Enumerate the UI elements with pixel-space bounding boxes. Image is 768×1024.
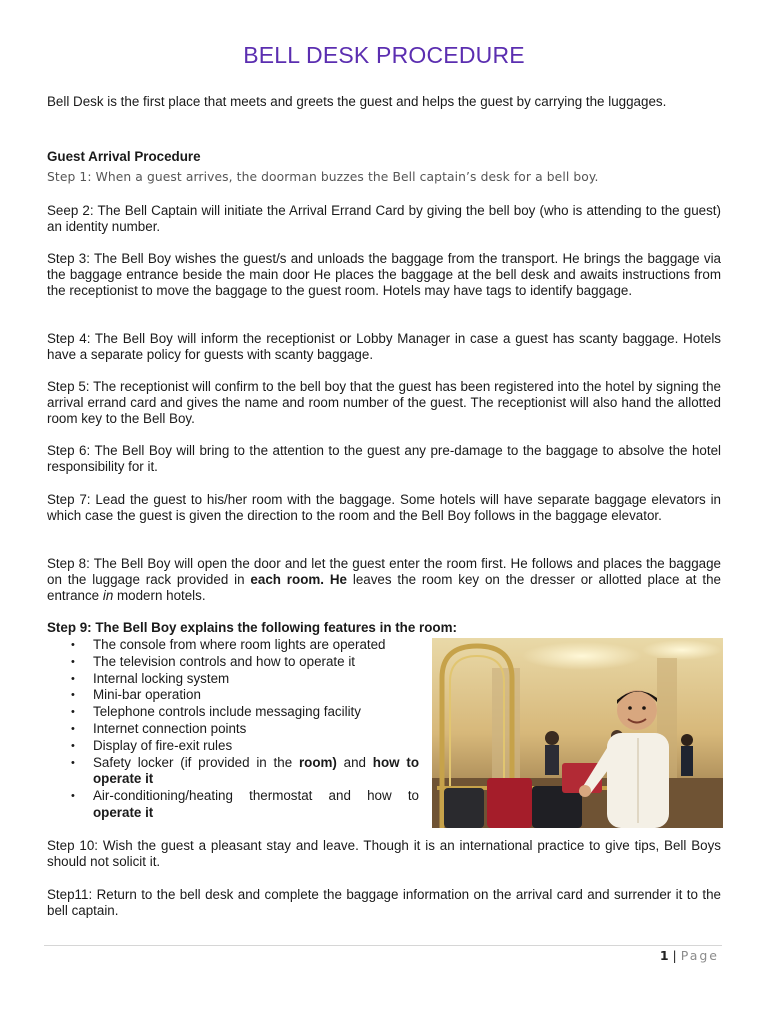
step-8-bold: each room. He <box>250 572 347 588</box>
bullet-icon: • <box>71 739 75 752</box>
list-item: • Display of fire-exit rules <box>71 737 233 753</box>
step-4: Step 4: The Bell Boy will inform the receptionist or Lobby Manager in case a guest has scanty baggage. Hotels have a separate policy for guests with scanty baggage. <box>47 331 721 363</box>
guest-arrival-heading: Guest Arrival Procedure <box>47 149 201 164</box>
list-item: • The television controls and how to operate it <box>71 653 356 669</box>
list-item-air-conditioning: • Air-conditioning/heating thermostat and how to operate it <box>71 788 419 820</box>
step-5: Step 5: The receptionist will confirm to the bell boy that the guest has been registered into the hotel by signing the arrival errand card and gives the name and room number of the guest. The receptionist will also hand the allotted room key to the Bell Boy. <box>47 379 721 427</box>
step-6: Step 6: The Bell Boy will bring to the attention to the guest any pre-damage to the baggage to absolve the hotel responsibility for it. <box>47 443 721 475</box>
step-7: Step 7: Lead the guest to his/her room with the baggage. Some hotels will have separate baggage elevators in which case the guest is given the direction to the room and the Bell Boy follows in the baggage elevator. <box>47 492 721 524</box>
intro-paragraph: Bell Desk is the first place that meets and greets the guest and helps the guest by carrying the luggages. <box>47 94 667 109</box>
bullet-icon: • <box>71 689 75 702</box>
step-11: Step11: Return to the bell desk and complete the baggage information on the arrival card and surrender it to the bell captain. <box>47 887 721 919</box>
step-8 <box>47 556 721 605</box>
step-9-heading: Step 9: The Bell Boy explains the following features in the room: <box>47 620 457 635</box>
list-item-safety-locker: • Safety locker (if provided in the room) and how to operate it <box>71 754 419 787</box>
footer-separator: | <box>672 948 677 963</box>
page-footer <box>0 948 719 963</box>
bullet-icon: • <box>71 706 75 719</box>
page-label: Page <box>680 948 719 963</box>
features-list <box>47 637 419 822</box>
list-item: • The console from where room lights are operated <box>71 637 386 652</box>
page-number: 1 <box>659 948 669 963</box>
step-8-italic: in <box>102 588 114 604</box>
bullet-icon: • <box>71 756 75 769</box>
footer-divider <box>44 945 722 946</box>
bullet-icon: • <box>71 655 75 668</box>
step-8-text-1: Step 8: The Bell Boy will open the door and let the guest enter the room first. He follows and places the baggage on the luggage rack provided in <box>47 556 721 588</box>
bullet-icon: • <box>71 639 75 651</box>
step-1: Step 1: When a guest arrives, the doorman buzzes the Bell captain’s desk for a bell boy. <box>47 170 599 184</box>
step-8-text-2: leaves the room key on the dresser or allotted place at the entrance <box>47 572 722 604</box>
page-title: BELL DESK PROCEDURE <box>243 42 525 68</box>
bullet-icon: • <box>71 790 75 803</box>
step-8-text-3: modern hotels. <box>113 588 206 604</box>
bullet-icon: • <box>71 672 75 685</box>
step-3: Step 3: The Bell Boy wishes the guest/s and unloads the baggage from the transport. He brings the baggage via the baggage entrance beside the main door He places the baggage at the bell desk and awaits instructions from the receptionist to move the baggage to the guest room. Hotels may have tags to identify baggage. <box>47 251 721 299</box>
list-item: • Internet connection points <box>71 720 247 736</box>
step-10: Step 10: Wish the guest a pleasant stay and leave. Though it is an international practice to give tips, Bell Boys should not solicit it. <box>47 838 721 870</box>
list-item: • Mini-bar operation <box>71 687 201 703</box>
bellboy-photo <box>432 638 723 828</box>
list-item: • Telephone controls include messaging facility <box>71 704 361 720</box>
step-2: Seep 2: The Bell Captain will initiate the Arrival Errand Card by giving the bell boy (who is attending to the guest) an identity number. <box>47 203 721 235</box>
list-item: • Internal locking system <box>71 670 230 686</box>
bullet-icon: • <box>71 722 75 735</box>
